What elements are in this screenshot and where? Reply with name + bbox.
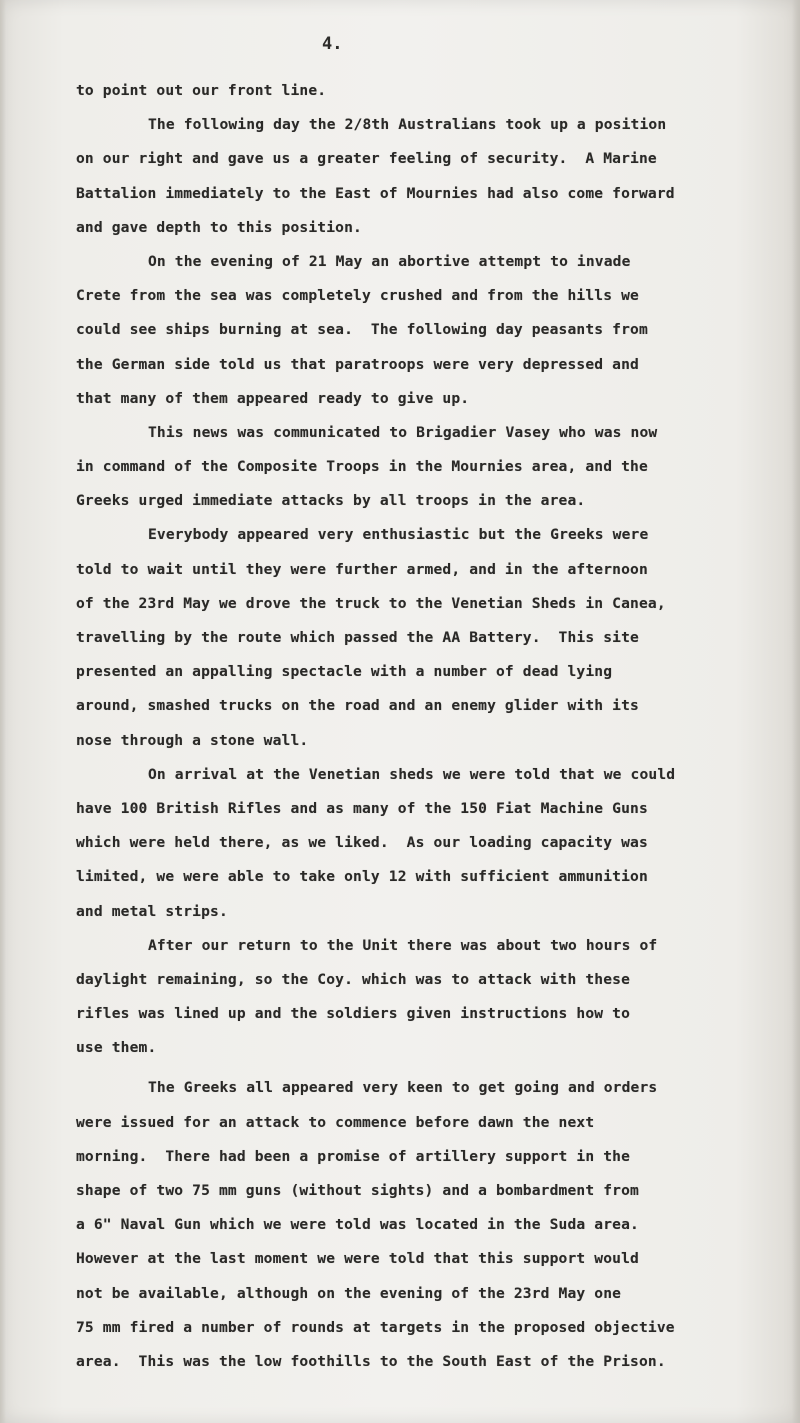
text-line: were issued for an attack to commence before dawn the next [76, 1113, 595, 1131]
text-line: limited, we were able to take only 12 with sufficient ammunition [76, 868, 648, 886]
text-line: told to wait until they were further armed, and in the afternoon [76, 560, 648, 578]
text-line: and metal strips. [76, 902, 228, 920]
text-line: a 6" Naval Gun which we were told was located in the Suda area. [76, 1216, 639, 1234]
paragraph-first-line: Everybody appeared very enthusiastic but the Greeks were [148, 526, 649, 544]
text-line: around, smashed trucks on the road and an enemy glider with its [76, 697, 639, 715]
text-line: could see ships burning at sea. The following day peasants from [76, 321, 648, 339]
text-line: Greeks urged immediate attacks by all troops in the area. [76, 492, 586, 510]
text-line: to point out our front line. [76, 82, 327, 99]
text-line: presented an appalling spectacle with a number of dead lying [76, 663, 613, 681]
text-line: and gave depth to this position. [76, 218, 362, 236]
text-line: Battalion immediately to the East of Mournies had also come forward [76, 184, 675, 202]
text-line: in command of the Composite Troops in the Mournies area, and the [76, 458, 648, 476]
text-line: rifles was lined up and the soldiers given instructions how to [76, 1005, 631, 1023]
text-line: have 100 British Rifles and as many of the 150 Fiat Machine Guns [76, 799, 648, 817]
text-line: 75 mm fired a number of rounds at targets in the proposed objective [76, 1318, 675, 1336]
text-line: use them. [76, 1039, 157, 1057]
paragraph-first-line: This news was communicated to Brigadier Vasey who was now [148, 423, 658, 441]
text-line: of the 23rd May we drove the truck to the Venetian Sheds in Canea, [76, 594, 666, 612]
text-line: travelling by the route which passed the AA Battery. This site [76, 629, 639, 646]
text-line: Crete from the sea was completely crushed and from the hills we [76, 287, 639, 305]
text-line: area. This was the low foothills to the South East of the Prison. [76, 1352, 666, 1370]
paragraph-first-line: The following day the 2/8th Australians took up a position [148, 116, 667, 134]
text-line: which were held there, as we liked. As our loading capacity was [76, 834, 648, 852]
text-line: nose through a stone wall. [76, 731, 309, 749]
text-line: However at the last moment we were told that this support would [76, 1250, 639, 1268]
body-text [0, 74, 800, 1379]
paragraph-first-line: After our return to the Unit there was about two hours of [148, 936, 658, 954]
text-line: that many of them appeared ready to give up. [76, 389, 470, 407]
paragraph-first-line: On arrival at the Venetian sheds we were told that we could [148, 765, 676, 783]
text-line: the German side told us that paratroops were very depressed and [76, 355, 639, 373]
text-line: morning. There had been a promise of artillery support in the [76, 1147, 631, 1165]
text-line: daylight remaining, so the Coy. which was to attack with these [76, 970, 631, 988]
text-line: not be available, although on the evening of the 23rd May one [76, 1284, 622, 1302]
paragraph-first-line: The Greeks all appeared very keen to get going and orders [148, 1079, 658, 1097]
paragraph-first-line: On the evening of 21 May an abortive attempt to invade [148, 252, 631, 270]
page-number: 4. [322, 34, 343, 54]
text-line: shape of two 75 mm guns (without sights) and a bombardment from [76, 1182, 639, 1199]
text-line: on our right and gave us a greater feeling of security. A Marine [76, 150, 657, 168]
